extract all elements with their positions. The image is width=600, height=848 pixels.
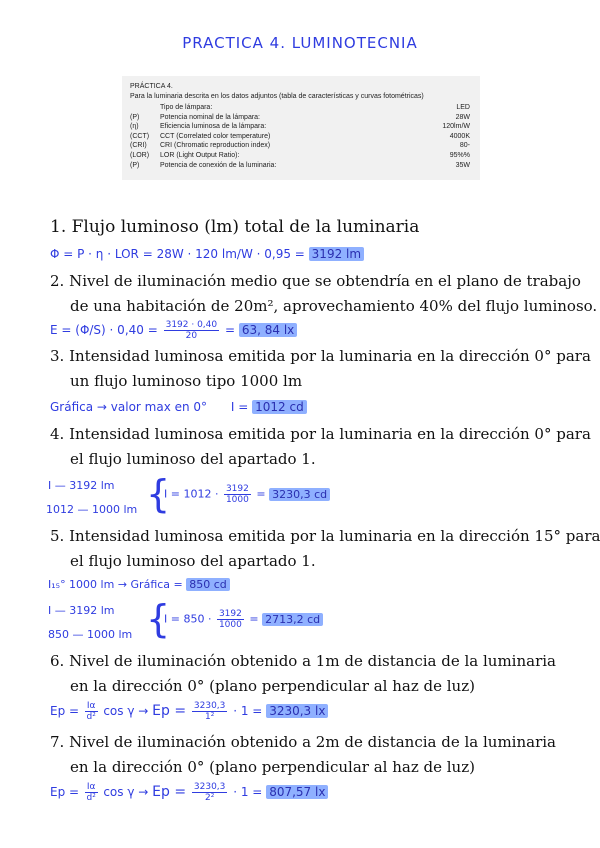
box-row-symbol: (CRI) [130, 142, 147, 150]
q5-rule-row2: 850 — 1000 lm [48, 628, 133, 641]
box-row-label: CCT (Correlated color temperature) [160, 132, 271, 140]
q6-result: 3230,3 lx [266, 704, 328, 718]
box-row-symbol: (η) [130, 123, 139, 131]
q7-frac1-den: d² [86, 793, 96, 803]
q6-ep: Ep = [50, 704, 80, 718]
q7-denominator: 2² [204, 793, 215, 803]
q1-result: 3192 lm [309, 247, 364, 261]
q7-formula [50, 782, 328, 803]
q4-line2: el flujo luminoso del apartado 1. [70, 450, 316, 468]
q6-fraction [192, 701, 228, 722]
box-row-value: 95%% [449, 151, 470, 159]
q4-numerator: 3192 [225, 484, 249, 494]
q4-denominator: 1000 [225, 495, 249, 505]
q6-denominator: 1² [204, 712, 215, 722]
box-row-label: Eficiencia luminosa de la lámpara: [160, 123, 267, 131]
q3-result: 1012 cd [252, 400, 307, 414]
q2-formula [50, 320, 297, 341]
data-table-box [122, 76, 480, 180]
q5-line1: 5. Intensidad luminosa emitida por la luminaria en la dirección 15° para [50, 527, 600, 545]
q3-line2: un flujo luminoso tipo 1000 lm [70, 372, 303, 390]
q6-fraction-general [85, 701, 98, 722]
q3-formula [50, 400, 307, 414]
box-row-label: LOR (Light Output Ratio): [160, 151, 240, 159]
q2-line2: de una habitación de 20m², aprovechamiento 40% del flujo luminoso. [70, 297, 598, 315]
box-row [130, 141, 470, 151]
box-row-label: Tipo de lámpara: [160, 104, 213, 111]
q2-denominator: 20 [185, 331, 198, 341]
q2-formula-text: E = (Φ/S) · 0,40 = [50, 323, 158, 337]
box-row-value: 80- [459, 142, 470, 150]
q6-cos: cos γ → [103, 704, 149, 718]
box-row-symbol: (P) [130, 161, 140, 169]
q5-equals: = [249, 612, 259, 626]
q4-fraction [224, 484, 251, 505]
q6-tail: · 1 = [233, 704, 263, 718]
box-row-value: 35W [455, 161, 470, 169]
q7-cos: cos γ → [103, 785, 149, 799]
q7-ep: Ep = [50, 785, 80, 799]
q7-line1: 7. Nivel de iluminación obtenido a 2m de distancia de la luminaria [50, 733, 556, 751]
q6-ep2: Ep = [152, 703, 187, 719]
box-row-label: CRI (Chromatic reproduction index) [160, 142, 271, 150]
q6-frac1-num: Iα [86, 701, 96, 711]
box-row [130, 103, 470, 113]
box-intro: Para la luminaria descrita en los datos adjuntos (tabla de características y curvas fotométricas) [130, 93, 424, 100]
q7-fraction-general [85, 782, 98, 803]
box-row-label: Potencia nominal de la lámpara: [160, 113, 261, 121]
q7-result: 807,57 lx [266, 785, 328, 799]
q5-result: 2713,2 cd [262, 613, 323, 626]
q7-line2: en la dirección 0° (plano perpendicular al haz de luz) [70, 758, 475, 776]
box-rows [130, 103, 470, 170]
q3-i-label: I = [230, 400, 249, 414]
q6-line2: en la dirección 0° (plano perpendicular al haz de luz) [70, 677, 475, 695]
q7-fraction [192, 782, 228, 803]
box-row-value: 120lm/W [442, 123, 470, 131]
q5-formula-text: I = 850 · [164, 612, 212, 626]
q5-graph-result: 850 cd [186, 578, 230, 591]
box-row-value: 4000K [449, 132, 470, 140]
q6-formula [50, 701, 328, 722]
q5-graph-text: I₁₅° 1000 lm → Gráfica = [48, 578, 183, 591]
box-row-value: 28W [455, 113, 470, 121]
box-row-symbol: (P) [130, 113, 140, 121]
q6-numerator: 3230,3 [193, 701, 226, 711]
q5-formula [164, 609, 323, 630]
q4-brace: { [146, 472, 171, 516]
q1-heading: 1. Flujo luminoso (lm) total de la luminaria [50, 217, 420, 237]
box-row-value: LED [456, 104, 470, 111]
q5-numerator: 3192 [218, 609, 242, 619]
q7-ep2: Ep = [152, 784, 187, 800]
q7-frac1-num: Iα [86, 782, 96, 792]
box-heading: PRÁCTICA 4. [130, 83, 173, 90]
q4-formula [164, 484, 330, 505]
q4-line1: 4. Intensidad luminosa emitida por la luminaria en la dirección 0° para [50, 425, 591, 443]
box-row [130, 161, 470, 171]
box-row-label: Potencia de conexión de la luminaria: [160, 161, 277, 169]
q4-result: 3230,3 cd [269, 488, 330, 501]
q5-denominator: 1000 [218, 620, 242, 630]
box-row [130, 151, 470, 161]
q5-fraction [217, 609, 244, 630]
box-row-symbol: (CCT) [130, 132, 150, 140]
q4-rule-row1: I — 3192 lm [48, 479, 115, 492]
q3-formula-text: Gráfica → valor max en 0° [50, 400, 208, 414]
q1-formula-text: Φ = P · η · LOR = 28W · 120 lm/W · 0,95 = [50, 247, 305, 261]
q7-numerator: 3230,3 [193, 782, 226, 792]
page-title: PRACTICA 4. LUMINOTECNIA [182, 34, 418, 52]
q5-brace: { [146, 597, 171, 641]
q2-line1: 2. Nivel de iluminación medio que se obtendría en el plano de trabajo [50, 272, 581, 290]
box-row-symbol: (LOR) [130, 151, 150, 159]
q4-equals: = [256, 487, 266, 501]
q2-result: 63, 84 lx [239, 323, 297, 337]
q5-line2: el flujo luminoso del apartado 1. [70, 552, 316, 570]
q6-frac1-den: d² [86, 712, 96, 722]
q2-numerator: 3192 · 0,40 [165, 320, 218, 330]
box-row [130, 132, 470, 142]
q3-line1: 3. Intensidad luminosa emitida por la luminaria en la dirección 0° para [50, 347, 591, 365]
q2-fraction [164, 320, 220, 341]
q7-tail: · 1 = [233, 785, 263, 799]
q4-rule-row2: 1012 — 1000 lm [46, 503, 138, 516]
box-row [130, 122, 470, 132]
q5-graph [48, 578, 230, 591]
q1-formula [50, 247, 364, 261]
q4-formula-text: I = 1012 · [164, 487, 219, 501]
box-row [130, 113, 470, 123]
q5-rule-row1: I — 3192 lm [48, 604, 115, 617]
q6-line1: 6. Nivel de iluminación obtenido a 1m de distancia de la luminaria [50, 652, 556, 670]
q2-equals: = [224, 323, 236, 337]
